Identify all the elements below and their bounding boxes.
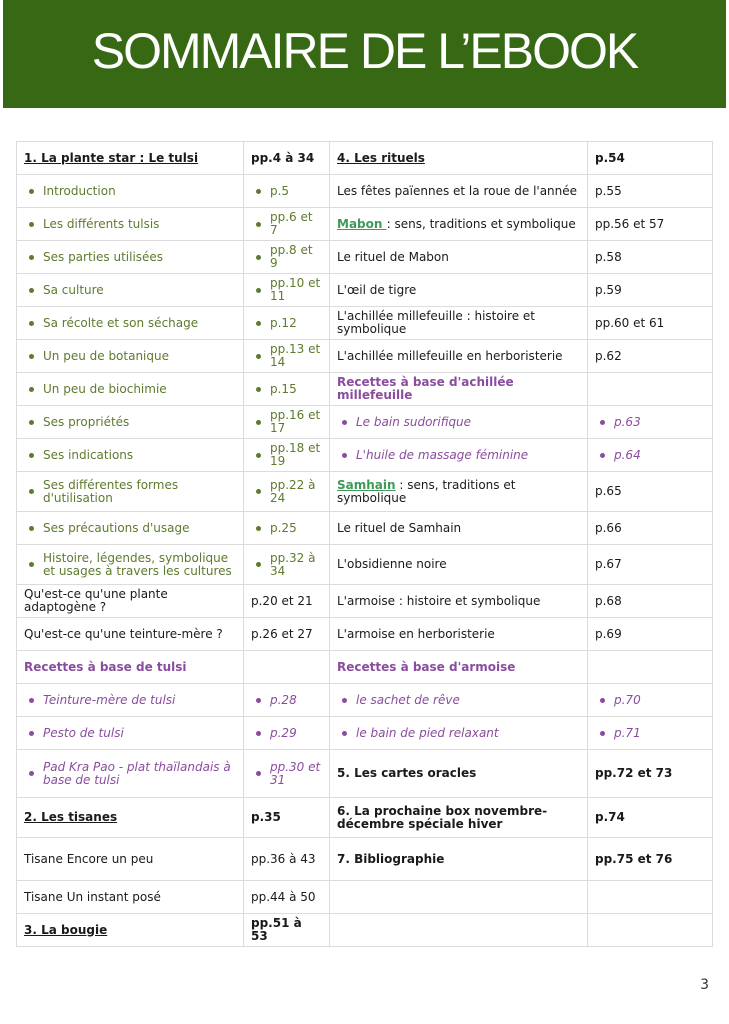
entry-text: : sens, traditions et symbolique bbox=[337, 477, 516, 505]
toc-table bbox=[16, 141, 713, 947]
right-entry-page bbox=[588, 307, 713, 340]
right-entry-page bbox=[588, 241, 713, 274]
table-row bbox=[17, 717, 713, 750]
left-entry-page bbox=[244, 175, 330, 208]
left-entry-label bbox=[17, 881, 244, 914]
left-entry-page bbox=[244, 651, 330, 684]
page-ref: p.25 bbox=[270, 520, 297, 535]
left-entry-label bbox=[17, 373, 244, 406]
left-entry-page bbox=[244, 881, 330, 914]
right-entry-page bbox=[588, 208, 713, 241]
left-entry-page bbox=[244, 373, 330, 406]
page-ref: p.66 bbox=[595, 520, 622, 535]
entry-text: Pesto de tulsi bbox=[43, 725, 124, 740]
left-entry-label bbox=[17, 274, 244, 307]
bullet-icon bbox=[342, 453, 347, 458]
right-entry-label bbox=[330, 684, 588, 717]
table-row bbox=[17, 274, 713, 307]
page-ref: pp.32 à 34 bbox=[270, 550, 316, 578]
bullet-icon bbox=[256, 321, 261, 326]
left-entry-label bbox=[17, 175, 244, 208]
entry-text: Ses différentes formes d'utilisation bbox=[43, 477, 179, 505]
entry-text: Ses précautions d'usage bbox=[43, 520, 190, 535]
entry-text: Sa culture bbox=[43, 282, 104, 297]
entry-text: Qu'est-ce qu'une plante adaptogène ? bbox=[24, 587, 168, 614]
table-row bbox=[17, 881, 713, 914]
entry-text: : sens, traditions et symbolique bbox=[386, 216, 576, 231]
entry-text: L'armoise : histoire et symbolique bbox=[337, 593, 541, 608]
table-row bbox=[17, 472, 713, 512]
right-entry-label bbox=[330, 406, 588, 439]
entry-text: Un peu de biochimie bbox=[43, 381, 167, 396]
page-ref: pp.6 et 7 bbox=[270, 210, 313, 237]
table-row bbox=[17, 208, 713, 241]
entry-text: Le rituel de Mabon bbox=[337, 249, 449, 264]
right-entry-label bbox=[330, 914, 588, 947]
section-heading: 6. La prochaine box novembre-décembre spéciale hiver bbox=[337, 803, 548, 831]
left-entry-page bbox=[244, 241, 330, 274]
right-entry-label bbox=[330, 838, 588, 881]
right-entry-page bbox=[588, 838, 713, 881]
right-entry-page bbox=[588, 472, 713, 512]
left-entry-page bbox=[244, 684, 330, 717]
left-entry-label bbox=[17, 717, 244, 750]
left-entry-label bbox=[17, 439, 244, 472]
left-entry-label bbox=[17, 914, 244, 947]
left-entry-label bbox=[17, 545, 244, 585]
entry-text: le sachet de rêve bbox=[356, 692, 460, 707]
right-entry-label bbox=[330, 307, 588, 340]
entry-text: Ses indications bbox=[43, 447, 134, 462]
left-entry-label bbox=[17, 838, 244, 881]
page-ref: p.68 bbox=[595, 593, 622, 608]
entry-text: L'obsidienne noire bbox=[337, 557, 447, 571]
recipe-heading: Recettes à base d'armoise bbox=[337, 659, 516, 674]
entry-text: Teinture-mère de tulsi bbox=[43, 692, 176, 707]
page-ref: pp.18 et 19 bbox=[270, 441, 321, 468]
entry-text: Tisane Un instant posé bbox=[24, 889, 161, 904]
right-entry-page bbox=[588, 798, 713, 838]
left-entry-page bbox=[244, 750, 330, 798]
right-entry-label bbox=[330, 208, 588, 241]
table-row bbox=[17, 545, 713, 585]
left-entry-label bbox=[17, 340, 244, 373]
bullet-icon bbox=[29, 255, 34, 260]
left-entry-page bbox=[244, 545, 330, 585]
page-ref: p.5 bbox=[270, 183, 290, 198]
right-entry-label bbox=[330, 618, 588, 651]
page-ref: p.62 bbox=[595, 348, 622, 363]
bullet-icon bbox=[600, 420, 605, 425]
page-ref: pp.60 et 61 bbox=[595, 315, 665, 330]
page-ref: p.70 bbox=[614, 692, 641, 707]
left-entry-page bbox=[244, 406, 330, 439]
left-entry-label bbox=[17, 618, 244, 651]
page-ref: p.29 bbox=[270, 725, 297, 740]
section-heading: 1. La plante star : Le tulsi bbox=[24, 150, 199, 165]
right-entry-label bbox=[330, 585, 588, 618]
right-entry-page bbox=[588, 142, 713, 175]
page-ref: p.12 bbox=[270, 315, 297, 330]
entry-text: Tisane Encore un peu bbox=[24, 851, 154, 866]
right-entry-label bbox=[330, 881, 588, 914]
right-entry-label bbox=[330, 512, 588, 545]
right-entry-label bbox=[330, 651, 588, 684]
bullet-icon bbox=[29, 288, 34, 293]
table-row bbox=[17, 373, 713, 406]
table-row bbox=[17, 914, 713, 947]
entry-text: L'achillée millefeuille : histoire et symbolique bbox=[337, 309, 535, 336]
bullet-icon bbox=[256, 387, 261, 392]
page-ref: p.20 et 21 bbox=[251, 593, 313, 608]
bullet-icon bbox=[256, 562, 261, 567]
entry-text: Le bain sudorifique bbox=[356, 414, 472, 429]
festival-link[interactable]: Samhain bbox=[337, 477, 396, 492]
left-entry-page bbox=[244, 439, 330, 472]
right-entry-page bbox=[588, 340, 713, 373]
recipe-heading: Recettes à base de tulsi bbox=[24, 659, 187, 674]
right-entry-page bbox=[588, 512, 713, 545]
right-entry-page bbox=[588, 373, 713, 406]
left-entry-page bbox=[244, 340, 330, 373]
page-ref: pp.51 à 53 bbox=[251, 916, 302, 943]
right-entry-page bbox=[588, 406, 713, 439]
right-entry-label bbox=[330, 545, 588, 585]
right-entry-label bbox=[330, 439, 588, 472]
page-ref: p.55 bbox=[595, 183, 622, 198]
right-entry-page bbox=[588, 274, 713, 307]
left-entry-label bbox=[17, 512, 244, 545]
right-entry-page bbox=[588, 684, 713, 717]
bullet-icon bbox=[342, 731, 347, 736]
right-entry-page bbox=[588, 545, 713, 585]
right-entry-label bbox=[330, 798, 588, 838]
entry-text: Les fêtes païennes et la roue de l'année bbox=[337, 183, 578, 198]
table-row bbox=[17, 175, 713, 208]
bullet-icon bbox=[256, 255, 261, 260]
left-entry-page bbox=[244, 798, 330, 838]
bullet-icon bbox=[29, 354, 34, 359]
bullet-icon bbox=[256, 189, 261, 194]
page-ref: p.69 bbox=[595, 626, 622, 641]
right-entry-page bbox=[588, 651, 713, 684]
right-entry-page bbox=[588, 439, 713, 472]
table-row bbox=[17, 798, 713, 838]
bullet-icon bbox=[256, 453, 261, 458]
bullet-icon bbox=[256, 222, 261, 227]
section-heading: 7. Bibliographie bbox=[337, 851, 445, 866]
bullet-icon bbox=[600, 698, 605, 703]
bullet-icon bbox=[29, 453, 34, 458]
left-entry-label bbox=[17, 651, 244, 684]
bullet-icon bbox=[256, 489, 261, 494]
bullet-icon bbox=[29, 321, 34, 326]
section-heading: 5. Les cartes oracles bbox=[337, 766, 477, 780]
bullet-icon bbox=[256, 354, 261, 359]
bullet-icon bbox=[29, 189, 34, 194]
page-ref: pp.75 et 76 bbox=[595, 851, 673, 866]
page-ref: pp.8 et 9 bbox=[270, 243, 313, 270]
entry-text: Qu'est-ce qu'une teinture-mère ? bbox=[24, 626, 223, 641]
right-entry-page bbox=[588, 881, 713, 914]
bullet-icon bbox=[29, 489, 34, 494]
entry-text: le bain de pied relaxant bbox=[356, 725, 499, 740]
page-ref: p.64 bbox=[614, 447, 641, 462]
entry-text: Sa récolte et son séchage bbox=[43, 315, 199, 330]
right-entry-label bbox=[330, 373, 588, 406]
left-entry-label bbox=[17, 585, 244, 618]
left-entry-label bbox=[17, 142, 244, 175]
bullet-icon bbox=[342, 420, 347, 425]
table-row bbox=[17, 340, 713, 373]
table-row bbox=[17, 585, 713, 618]
page-ref: p.74 bbox=[595, 810, 625, 824]
right-entry-label bbox=[330, 241, 588, 274]
left-entry-page bbox=[244, 512, 330, 545]
right-entry-label bbox=[330, 717, 588, 750]
recipe-heading: Recettes à base d'achillée millefeuille bbox=[337, 375, 514, 402]
right-entry-label bbox=[330, 750, 588, 798]
table-row bbox=[17, 618, 713, 651]
right-entry-page bbox=[588, 618, 713, 651]
page-title: SOMMAIRE DE L’EBOOK bbox=[91, 23, 638, 79]
table-row bbox=[17, 241, 713, 274]
left-entry-page bbox=[244, 585, 330, 618]
left-entry-page bbox=[244, 717, 330, 750]
page-ref: pp.22 à 24 bbox=[270, 477, 316, 505]
entry-text: Un peu de botanique bbox=[43, 348, 169, 363]
table-row bbox=[17, 142, 713, 175]
bullet-icon bbox=[29, 562, 34, 567]
table-row bbox=[17, 684, 713, 717]
right-entry-page bbox=[588, 585, 713, 618]
left-entry-page bbox=[244, 307, 330, 340]
page-ref: pp.30 et 31 bbox=[270, 759, 321, 787]
page-ref: p.59 bbox=[595, 282, 622, 297]
page-ref: p.65 bbox=[595, 484, 622, 498]
entry-text: Histoire, légendes, symbolique et usages à travers les cultures bbox=[43, 550, 232, 578]
bullet-icon bbox=[29, 698, 34, 703]
bullet-icon bbox=[256, 420, 261, 425]
table-row bbox=[17, 838, 713, 881]
entry-text: L'œil de tigre bbox=[337, 282, 417, 297]
right-entry-label bbox=[330, 175, 588, 208]
left-entry-page bbox=[244, 142, 330, 175]
right-entry-page bbox=[588, 175, 713, 208]
page-ref: p.63 bbox=[614, 414, 641, 429]
left-entry-page bbox=[244, 914, 330, 947]
festival-link[interactable]: Mabon bbox=[337, 216, 387, 231]
right-entry-page bbox=[588, 914, 713, 947]
left-entry-label bbox=[17, 472, 244, 512]
page-ref: pp.44 à 50 bbox=[251, 889, 316, 904]
bullet-icon bbox=[29, 526, 34, 531]
page-ref: pp.13 et 14 bbox=[270, 342, 321, 369]
bullet-icon bbox=[600, 731, 605, 736]
left-entry-page bbox=[244, 618, 330, 651]
page-ref: p.28 bbox=[270, 692, 297, 707]
bullet-icon bbox=[256, 698, 261, 703]
page-ref: pp.16 et 17 bbox=[270, 408, 321, 435]
entry-text: Ses propriétés bbox=[43, 414, 130, 429]
section-heading: 3. La bougie bbox=[24, 922, 108, 937]
page-ref: pp.4 à 34 bbox=[251, 150, 315, 165]
right-entry-label bbox=[330, 472, 588, 512]
entry-text: Ses parties utilisées bbox=[43, 249, 164, 264]
bullet-icon bbox=[29, 731, 34, 736]
entry-text: Le rituel de Samhain bbox=[337, 520, 462, 535]
page-number: 3 bbox=[700, 977, 709, 993]
right-entry-label bbox=[330, 340, 588, 373]
table-row bbox=[17, 439, 713, 472]
page-ref: p.54 bbox=[595, 150, 625, 165]
entry-text: L'huile de massage féminine bbox=[356, 447, 529, 462]
bullet-icon bbox=[600, 453, 605, 458]
page-ref: p.71 bbox=[614, 725, 641, 740]
left-entry-label bbox=[17, 684, 244, 717]
left-entry-page bbox=[244, 208, 330, 241]
entry-text: L'achillée millefeuille en herboristerie bbox=[337, 348, 563, 363]
right-entry-page bbox=[588, 750, 713, 798]
page-ref: p.15 bbox=[270, 381, 297, 396]
table-row bbox=[17, 307, 713, 340]
bullet-icon bbox=[256, 526, 261, 531]
left-entry-label bbox=[17, 406, 244, 439]
page-ref: pp.36 à 43 bbox=[251, 851, 316, 866]
bullet-icon bbox=[256, 731, 261, 736]
right-entry-page bbox=[588, 717, 713, 750]
section-heading: 2. Les tisanes bbox=[24, 810, 118, 824]
bullet-icon bbox=[342, 698, 347, 703]
entry-text: Introduction bbox=[43, 183, 116, 198]
left-entry-page bbox=[244, 274, 330, 307]
left-entry-label bbox=[17, 750, 244, 798]
bullet-icon bbox=[256, 288, 261, 293]
bullet-icon bbox=[29, 222, 34, 227]
page-ref: p.67 bbox=[595, 557, 622, 571]
right-entry-label bbox=[330, 274, 588, 307]
table-row bbox=[17, 651, 713, 684]
title-banner bbox=[3, 0, 726, 108]
page-ref: pp.10 et 11 bbox=[270, 276, 321, 303]
page-ref: pp.72 et 73 bbox=[595, 766, 673, 780]
page-ref: pp.56 et 57 bbox=[595, 216, 665, 231]
bullet-icon bbox=[29, 387, 34, 392]
entry-text: L'armoise en herboristerie bbox=[337, 626, 495, 641]
table-row bbox=[17, 512, 713, 545]
left-entry-page bbox=[244, 838, 330, 881]
table-row bbox=[17, 750, 713, 798]
bullet-icon bbox=[29, 420, 34, 425]
table-row bbox=[17, 406, 713, 439]
page-ref: p.58 bbox=[595, 249, 622, 264]
entry-text: Pad Kra Pao - plat thaïlandais à base de tulsi bbox=[43, 759, 231, 787]
left-entry-label bbox=[17, 307, 244, 340]
right-entry-label bbox=[330, 142, 588, 175]
left-entry-label bbox=[17, 798, 244, 838]
bullet-icon bbox=[256, 771, 261, 776]
bullet-icon bbox=[29, 771, 34, 776]
section-heading: 4. Les rituels bbox=[337, 150, 425, 165]
left-entry-page bbox=[244, 472, 330, 512]
entry-text: Les différents tulsis bbox=[43, 216, 160, 231]
page-ref: p.35 bbox=[251, 810, 281, 824]
left-entry-label bbox=[17, 208, 244, 241]
left-entry-label bbox=[17, 241, 244, 274]
page-ref: p.26 et 27 bbox=[251, 626, 313, 641]
